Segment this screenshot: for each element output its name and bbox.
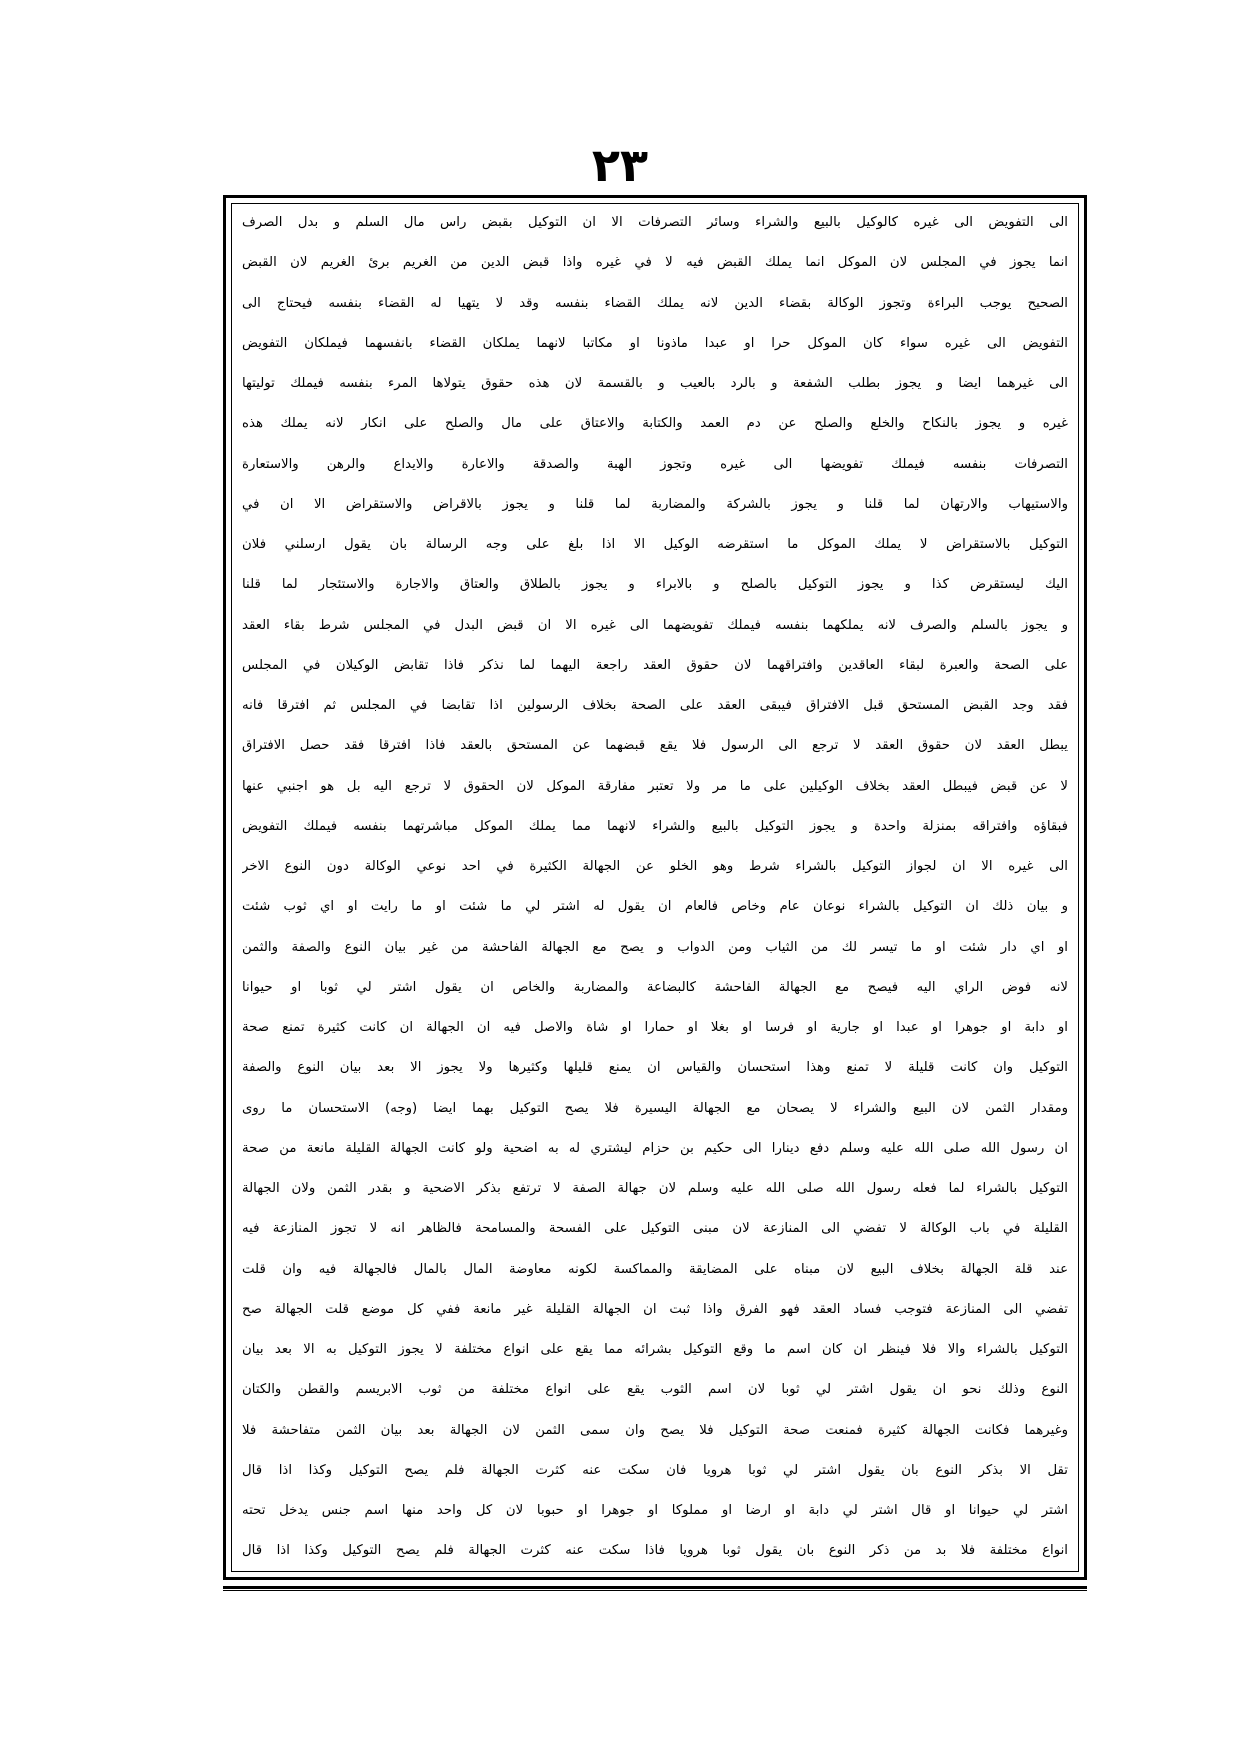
text-line: لانه فوض الرأي اليه فيصح مع الجهالة الفاحشة كالبضاعة والمضاربة والخاص أن يقول اشتر لي ثوبا أو حيوانا bbox=[242, 980, 1068, 995]
text-line: على الصحة والعبرة لبقاء العاقدين وافتراقهما لان حقوق العقد راجعة اليهما لما نذكر فاذا تقابض الوكيلان في المجلس bbox=[242, 658, 1068, 673]
page-number: ٢٣ bbox=[591, 138, 649, 192]
text-line: التصرفات بنفسه فيملك تفويضها الى غيره وتجوز الهبة والصدقة والاعارة والايداع والرهن والاستعارة bbox=[242, 457, 1068, 472]
text-line: و بيان ذلك ان التوكيل بالشراء نوعان عام وخاص فالعام أن يقول له اشتر لي ما شئت أو ما رأيت أو أي ثوب شئت bbox=[242, 900, 1068, 915]
page-border bbox=[223, 195, 1087, 1580]
text-line: التوكيل بالشراء والا فلا فينظر ان كان اسم ما وقع التوكيل بشرائه مما يقع على أنواع مختلفة لا يجوز التوكيل به الا بعد بيان bbox=[242, 1343, 1068, 1357]
text-line: أو أي دار شئت أو ما تيسر لك من الثياب ومن الدواب و يصح مع الجهالة الفاحشة من غير بيان النوع والصفة والثمن bbox=[242, 940, 1068, 955]
text-line: ان رسول الله صلى الله عليه وسلم دفع دينارا الى حكيم بن حزام ليشتري له به أضحية ولو كانت الجهالة القليلة مانعة من صحة bbox=[242, 1141, 1068, 1156]
text-line: التوكيل وان كانت قليلة لا تمنع وهذا استحسان والقياس أن يمنع قليلها وكثيرها ولا يجوز الا بعد بيان النوع والصفة bbox=[242, 1061, 1068, 1076]
text-line: اشتر لي حيوانا أو قال اشتر لي دابة أو أرضا أو مملوكا أو جوهرا أو حبوبا لان كل واحد منها اسم جنس يدخل تحته bbox=[242, 1504, 1068, 1518]
footer-rule bbox=[223, 1586, 1087, 1591]
text-line: التوكيل بالاستقراض لا يملك الموكل ما استقرضه الوكيل الا اذا بلغ على وجه الرسالة بأن يقول أرسلني فلان bbox=[242, 538, 1068, 552]
text-line: وغيرهما فكانت الجهالة كثيرة فمنعت صحة التوكيل فلا يصح وان سمى الثمن لان الجهالة بعد بيان الثمن متفاحشة فلا bbox=[242, 1423, 1068, 1438]
text-line: يبطل العقد لان حقوق العقد لا ترجع الى الرسول فلا يقع قبضهما عن المستحق بالعقد فاذا افترقا فقد حصل الافتراق bbox=[242, 739, 1068, 754]
text-line: انما يجوز في المجلس لان الموكل انما يملك القبض فيه لا في غيره واذا قبض الدين من الغريم برئ الغريم لان القبض bbox=[242, 256, 1068, 271]
text-frame bbox=[231, 203, 1079, 1572]
text-line: و يجوز بالسلم والصرف لانه يملكهما بنفسه فيملك تفويضهما الى غيره الا أن قبض البدل في المجلس شرط بقاء العقد bbox=[242, 618, 1068, 633]
text-line: أنواع مختلفة فلا بد من ذكر النوع بأن يقول ثوبا هرويا فاذا سكت عنه كثرت الجهالة فلم يصح التوكيل وكذا اذا قال bbox=[242, 1544, 1068, 1559]
text-line: لا عن قبض فيبطل العقد بخلاف الوكيلين على ما مر ولا تعتبر مفارقة الموكل لان الحقوق لا ترجع اليه بل هو أجنبي عنها bbox=[242, 779, 1068, 794]
text-line: اليك ليستقرض كذا و يجوز التوكيل بالصلح و بالابراء و يجوز بالطلاق والعتاق والاجارة والاستئجار لما قلنا bbox=[242, 578, 1068, 593]
text-line: عند قلة الجهالة بخلاف البيع لان مبناه على المضايقة والمماكسة لكونه معاوضة المال بالمال فالجهالة فيه وان قلت bbox=[242, 1262, 1068, 1277]
text-body bbox=[242, 216, 1068, 1559]
text-line: والاستيهاب والارتهان لما قلنا و يجوز بالشركة والمضاربة لما قلنا و يجوز بالاقراض والاستقراض الا أن في bbox=[242, 497, 1068, 512]
text-line: الى التفويض الى غيره كالوكيل بالبيع والشراء وسائر التصرفات الا أن التوكيل بقبض رأس مال السلم و بدل الصرف bbox=[242, 216, 1068, 230]
text-line: الى غيرهما أيضا و يجوز بطلب الشفعة و بالرد بالعيب و بالقسمة لان هذه حقوق يتولاها المرء بنفسه فيملك توليتها bbox=[242, 377, 1068, 391]
text-line: تقل الا بذكر النوع بأن يقول اشتر لي ثوبا هرويا فان سكت عنه كثرت الجهالة فلم يصح التوكيل وكذا اذا قال bbox=[242, 1463, 1068, 1478]
text-line: فبقاؤه وافتراقه بمنزلة واحدة و يجوز التوكيل بالبيع والشراء لانهما مما يملك الموكل مباشرتهما بنفسه فيملك التفويض bbox=[242, 819, 1068, 834]
text-line: الى غيره الا أن لجواز التوكيل بالشراء شرط وهو الخلو عن الجهالة الكثيرة في أحد نوعي الوكالة دون النوع الآخر bbox=[242, 860, 1068, 874]
text-line: النوع وذلك نحو أن يقول اشتر لي ثوبا لان اسم الثوب يقع على أنواع مختلفة من ثوب الابريسم والقطن والكتان bbox=[242, 1383, 1068, 1398]
text-line: الصحيح يوجب البراءة وتجوز الوكالة بقضاء الدين لانه يملك القضاء بنفسه وقد لا يتهيأ له القضاء بنفسه فيحتاج الى bbox=[242, 296, 1068, 311]
text-line: تفضي الى المنازعة فتوجب فساد العقد فهو الفرق واذا ثبت ان الجهالة القليلة غير مانعة ففي كل موضع قلت الجهالة صح bbox=[242, 1302, 1068, 1317]
text-line: فقد وجد القبض المستحق قبل الافتراق فيبقى العقد على الصحة بخلاف الرسولين اذا تقابضا في المجلس ثم افترقا فانه bbox=[242, 699, 1068, 713]
text-line: أو دابة أو جوهرا أو عبدا أو جارية أو فرسا أو بغلا أو حمارا أو شاة والاصل فيه ان الجهالة ان كانت كثيرة تمنع صحة bbox=[242, 1021, 1068, 1035]
text-line: القليلة في باب الوكالة لا تفضي الى المنازعة لان مبنى التوكيل على الفسحة والمسامحة فالظاهر انه لا تجوز المنازعة فيه bbox=[242, 1222, 1068, 1237]
text-line: التفويض الى غيره سواء كان الموكل حرا أو عبدا ماذونا أو مكاتبا لانهما يملكان القضاء بأنفسهما فيملكان التفويض bbox=[242, 336, 1068, 351]
text-line: غيره و يجوز بالنكاح والخلع والصلح عن دم العمد والكتابة والاعتاق على مال والصلح على انكار لانه يملك هذه bbox=[242, 417, 1068, 432]
text-line: ومقدار الثمن لان البيع والشراء لا يصحان مع الجهالة اليسيرة فلا يصح التوكيل بهما أيضا (وجه) الاستحسان ما روى bbox=[242, 1101, 1068, 1116]
text-line: التوكيل بالشراء لما فعله رسول الله صلى الله عليه وسلم لان جهالة الصفة لا ترتفع بذكر الاضحية و بقدر الثمن ولان الجهالة bbox=[242, 1182, 1068, 1196]
